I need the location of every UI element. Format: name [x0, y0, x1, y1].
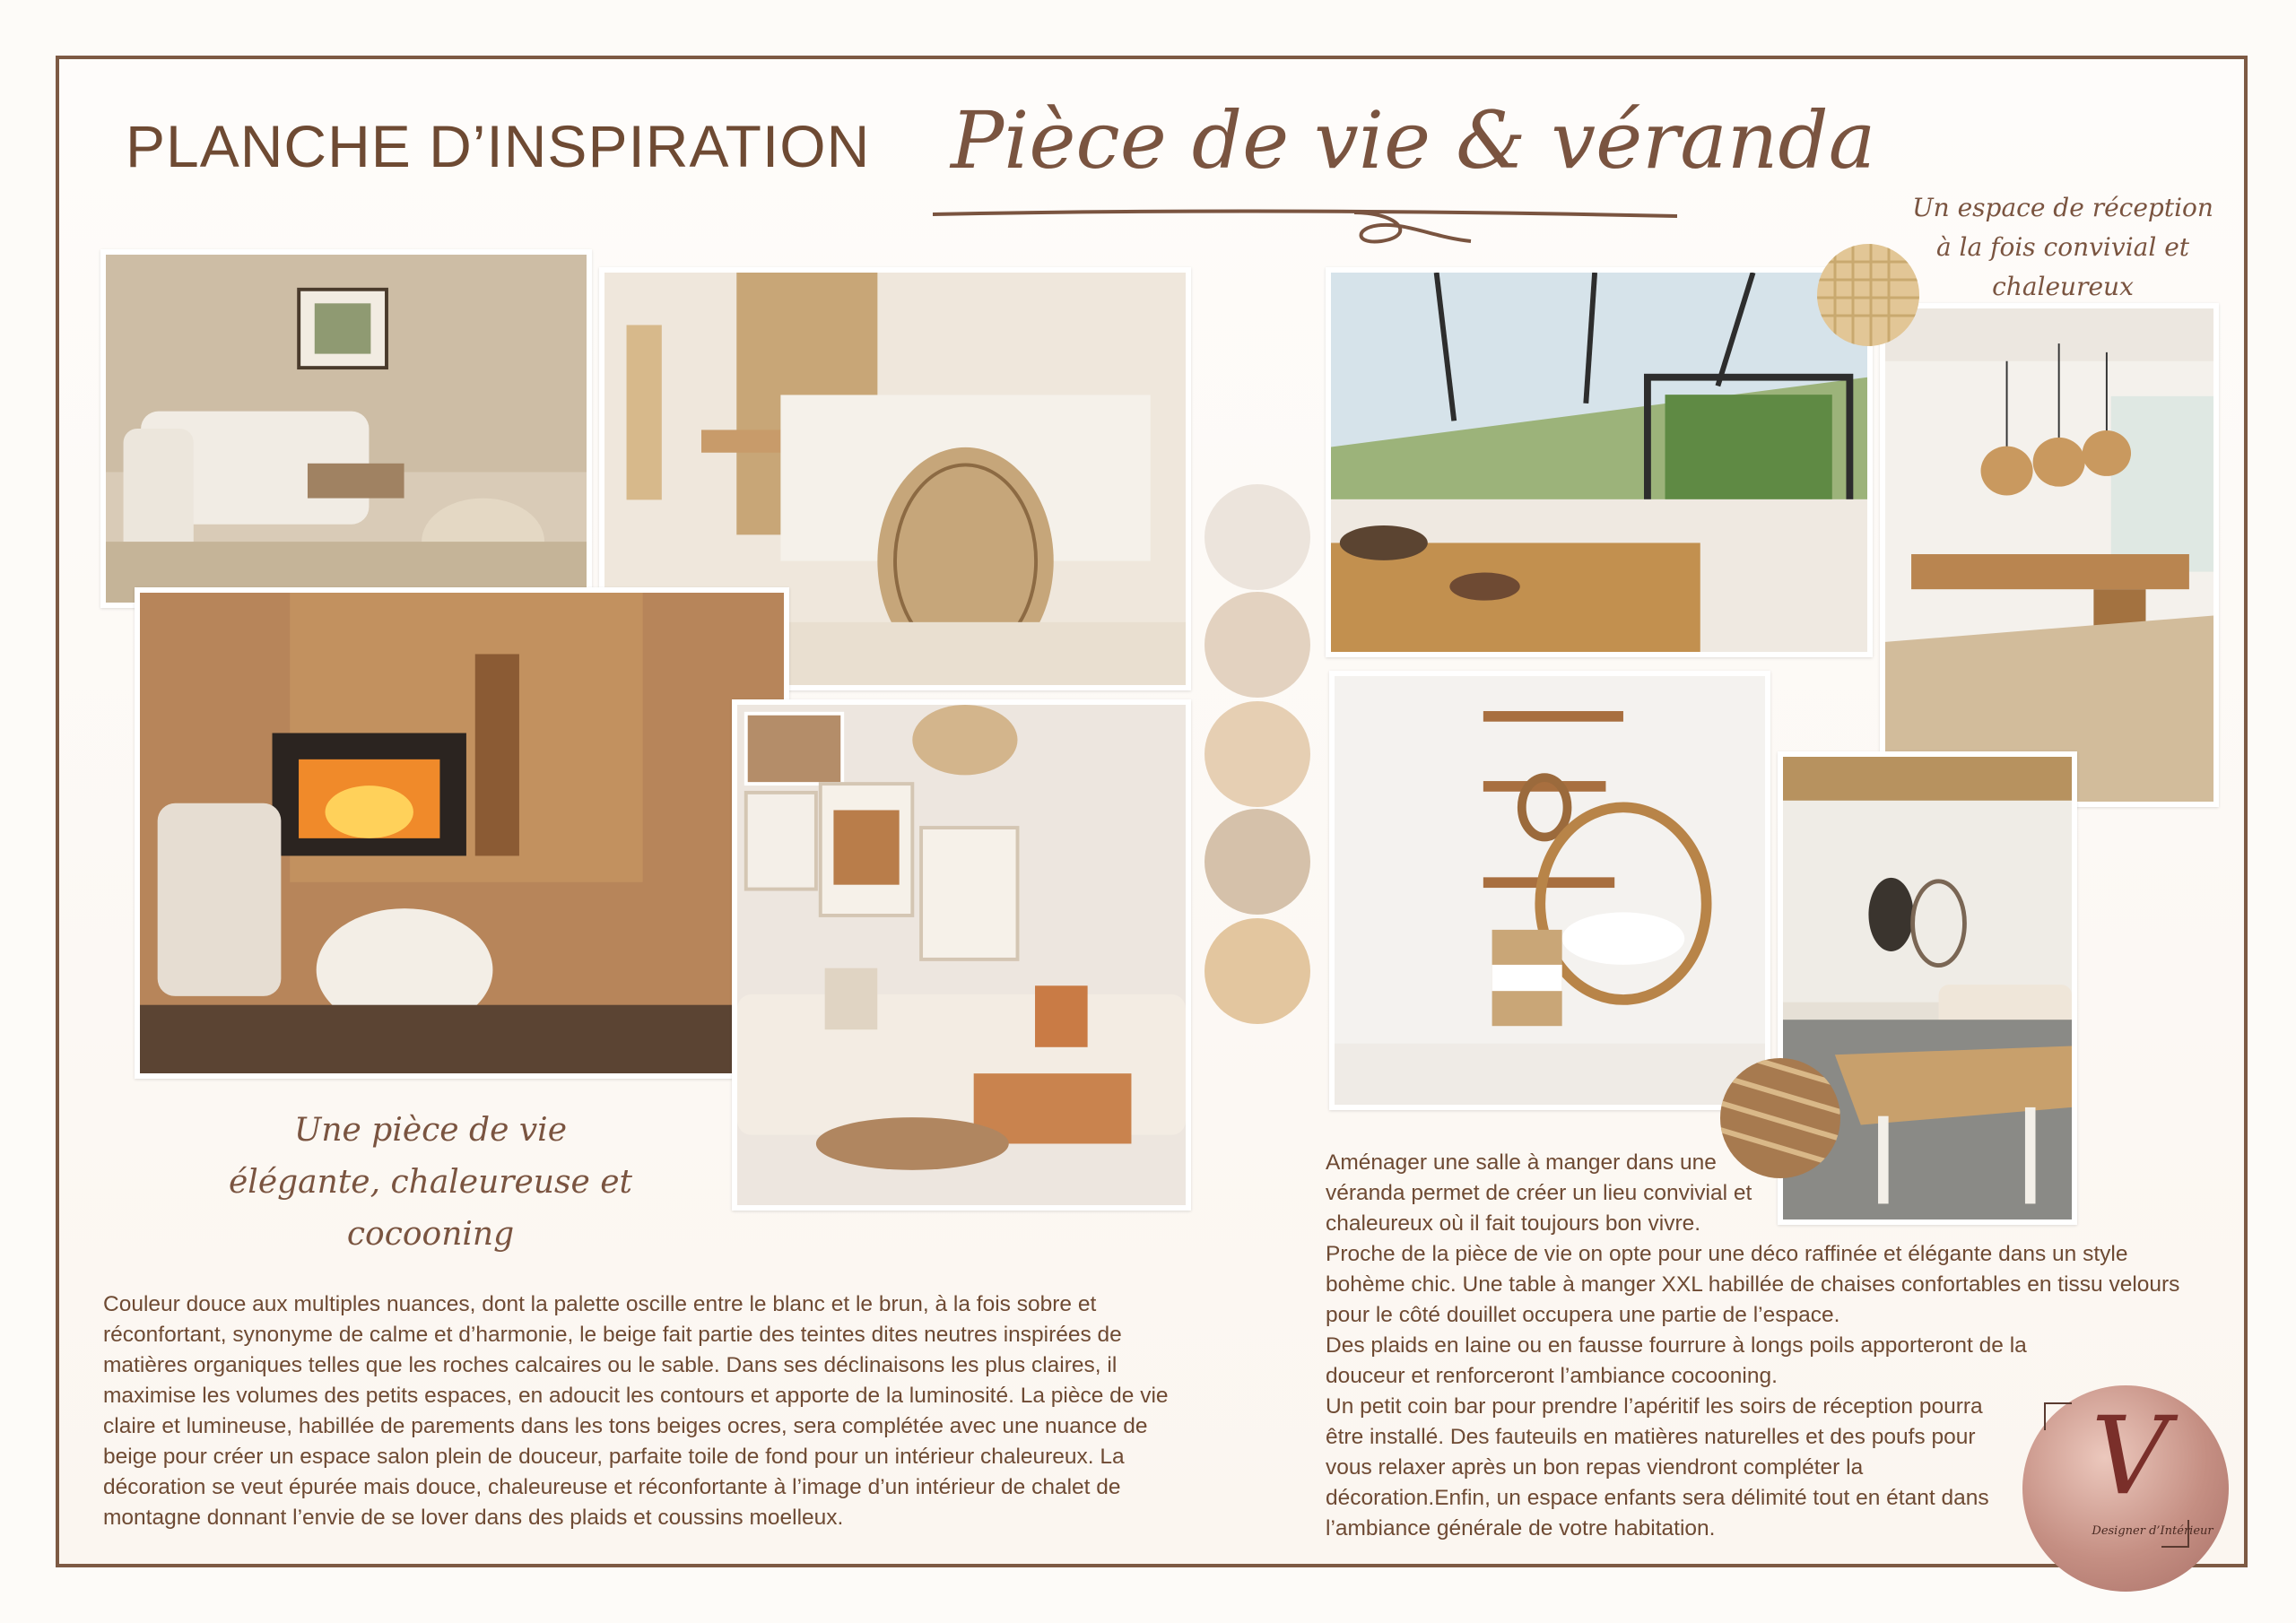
palette-swatch-1 [1205, 484, 1310, 590]
body-veranda-paragraph-3: Des plaids en laine ou en fausse fourrure à longs poils apporteront de la douceur et renforceront l’ambiance cocooning. [1326, 1333, 2027, 1388]
palette-swatch-2 [1205, 592, 1310, 698]
reception-note: Un espace de réception à la fois convivial et chaleureux [1912, 193, 2213, 301]
photo-veranda-glass-roof [1326, 267, 1873, 657]
salon-note-line-1: Une pièce de vie [294, 1112, 567, 1149]
body-veranda-paragraph-1: Aménager une salle à manger dans une véranda permet de créer un lieu convivial et chaleureux où il fait toujours bon vivre. [1326, 1150, 1752, 1236]
flourish-divider [933, 202, 1677, 256]
texture-rattan-circle [1817, 244, 1919, 346]
palette-swatch-4 [1205, 809, 1310, 915]
body-veranda-paragraph-2: Proche de la pièce de vie on opte pour une déco raffinée et élégante dans un style bohème chic. Une table à manger XXL habillée de chaises confortables en tissu velours pour le côté douillet occupera une partie de l’espace. [1326, 1242, 2180, 1327]
photo-dining-rattan-pendants [1880, 303, 2219, 807]
body-veranda-paragraph-4: Un petit coin bar pour prendre l’apéritif les soirs de réception pourra être installé. Des fauteuils en matières naturelles et des poufs pour vous relaxer après un bon repas viendront compléter la décoration.Enfin, un espace enfants sera délimité tout en étant dans l’ambiance générale de votre habitation. [1326, 1394, 1989, 1541]
photo-boho-sofa [732, 699, 1191, 1211]
photo-beige-living-room [100, 249, 592, 608]
logo-monogram: V [2091, 1394, 2170, 1519]
photo-rattan-chair-shelves [1329, 671, 1770, 1110]
page-title: PLANCHE D’INSPIRATION [126, 113, 871, 179]
page-subtitle: Pièce de vie & véranda [951, 94, 1876, 187]
palette-swatch-5 [1205, 918, 1310, 1024]
salon-note [152, 1105, 709, 1261]
salon-note-line-2: élégante, chaleureuse et cocooning [229, 1164, 632, 1253]
logo-tagline: Designer d’Intérieur [2092, 1524, 2213, 1538]
body-text-living-room: Couleur douce aux multiples nuances, dont la palette oscille entre le blanc et le brun, à la fois sobre et réconfortant, synonyme de calme et d’harmonie, le beige fait partie des teintes dites neutres inspirées de matières organiques telles que les roches calcaires ou le sable. Dans ses déclinaisons les plus claires, il maximise les volumes des petits espaces, en adoucit les contours et apporte de la luminosité. La pièce de vie claire et lumineuse, habillée de parements dans les tons beiges ocres, sera complétée avec une nuance de beige pour créer un espace salon plein de douceur, parfaite toile de fond pour un intérieur chaleureux. La décoration se veut épurée mais douce, chaleureuse et réconfortante à l’image d’un intérieur de chalet de montagne donnant l’envie de se lover dans des plaids et coussins moelleux. [103, 1292, 1169, 1530]
photo-chalet-fireplace [135, 587, 789, 1079]
palette-swatch-3 [1205, 701, 1310, 807]
